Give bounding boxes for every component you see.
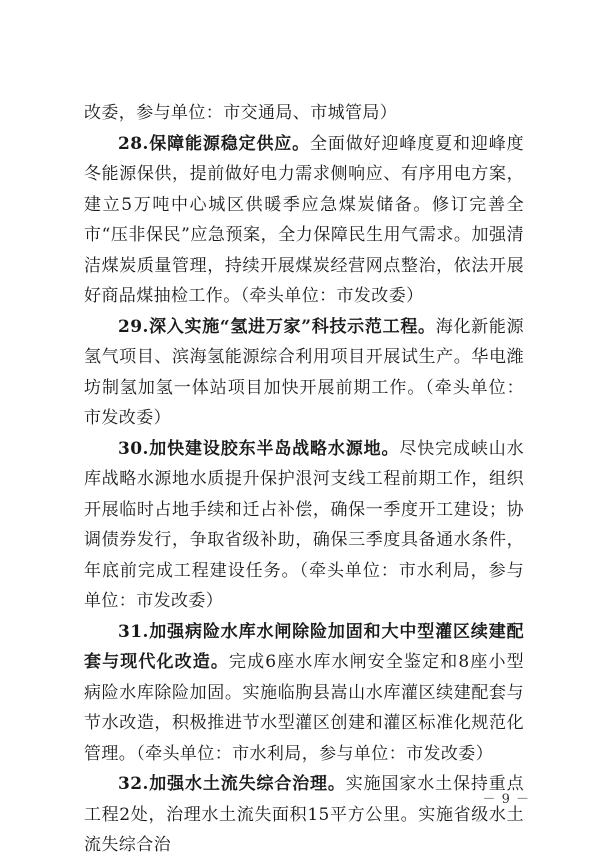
paragraph-body: 全面做好迎峰度夏和迎峰度冬能源保供，提前做好电力需求侧响应、有序用电方案，建立5万吨中心城区供暖季应急煤炭储备。修订完善全市“压非保民”应急预案，全力保障民生用气需求。加强清洁煤炭质量管理，持续开展煤炭经营网点整治，依法开展好商品煤抽检工作。（牵头单位：市发改委） bbox=[84, 133, 524, 306]
paragraph-continuation bbox=[84, 98, 524, 129]
paragraph-heading: 28.保障能源稳定供应。 bbox=[118, 133, 311, 154]
document-body bbox=[84, 98, 524, 861]
paragraph-heading: 31.加强病险水库水闸除险加固和大中型灌区续建配套与现代化改造。 bbox=[84, 621, 524, 672]
page-number: － 9 － bbox=[482, 792, 530, 807]
paragraph-heading: 29.深入实施“氢进万家”科技示范工程。 bbox=[118, 316, 436, 337]
paragraph-body: 完成6座水库水闸安全鉴定和8座小型病险水库除险加固。实施临朐县嵩山水库灌区续建配套与节水改造，积极推进节水型灌区创建和灌区标准化规范化管理。（牵头单位：市水利局，参与单位：市发改委） bbox=[84, 652, 525, 764]
paragraph-heading: 32.加强水土流失综合治理。 bbox=[118, 774, 346, 794]
paragraph-body: 海化新能源氢气项目、滨海氢能源综合利用项目开展试生产。华电潍坊制氢加氢一体站项目加快开展前期工作。（牵头单位：市发改委） bbox=[84, 316, 524, 428]
paragraph-body: 改委，参与单位：市交通局、市城管局） bbox=[84, 103, 398, 123]
paragraph-body: 尽快完成峡山水库战略水源地水质提升保护泿河支线工程前期工作，组织开展临时占地手续和迁占补偿，确保一季度开工建设；协调债券发行，争取省级补助，确保三季度具备通水条件，年底前完成工程建设任务。（牵头单位：市水利局，参与单位：市发改委） bbox=[84, 438, 524, 611]
paragraph-item-31 bbox=[84, 617, 524, 770]
paragraph-item-28 bbox=[84, 129, 524, 312]
paragraph-item-29 bbox=[84, 312, 524, 434]
paragraph-item-30 bbox=[84, 434, 524, 617]
paragraph-item-32 bbox=[84, 769, 524, 861]
paragraph-heading: 30.加快建设胶东半岛战略水源地。 bbox=[118, 438, 400, 459]
paragraph-body: 实施国家水土保持重点工程2处，治理水土流失面积15平方公里。实施省级水土流失综合治 bbox=[84, 774, 525, 855]
